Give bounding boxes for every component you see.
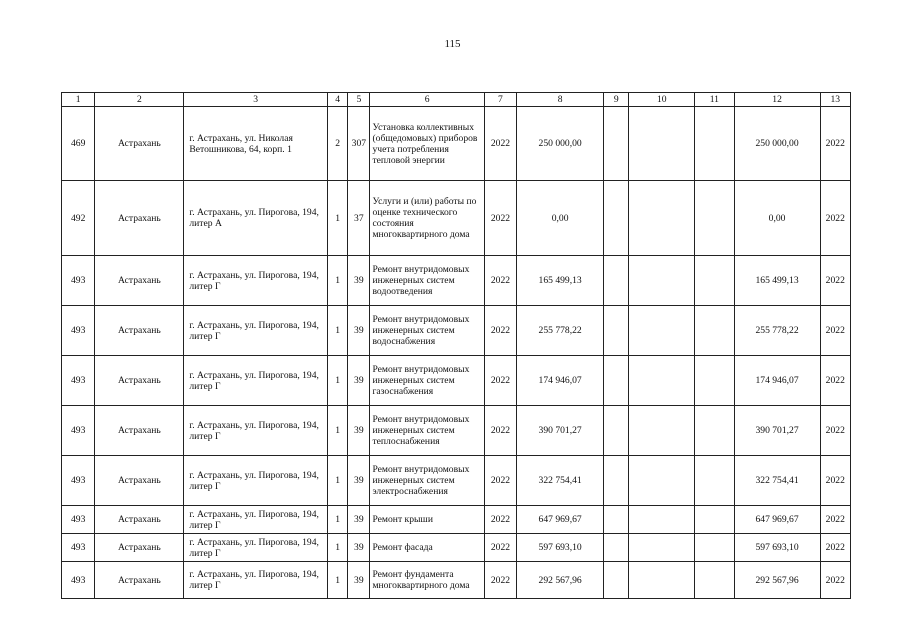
amount-cell: 174 946,07 (517, 356, 604, 406)
year-cell: 2022 (484, 534, 516, 562)
year-cell: 2022 (484, 562, 516, 599)
total-cell: 0,00 (734, 181, 820, 256)
amount-cell: 322 754,41 (517, 456, 604, 506)
row-number: 493 (62, 506, 95, 534)
end-year-cell: 2022 (820, 356, 850, 406)
table-row (62, 107, 851, 181)
col11-cell (695, 562, 734, 599)
end-year-cell: 2022 (820, 181, 850, 256)
col11-cell (695, 306, 734, 356)
total-cell: 165 499,13 (734, 256, 820, 306)
col4-cell: 1 (328, 181, 348, 256)
city-cell: Астрахань (95, 107, 184, 181)
city-cell: Астрахань (95, 406, 184, 456)
column-header: 5 (348, 93, 370, 107)
row-number: 493 (62, 534, 95, 562)
end-year-cell: 2022 (820, 506, 850, 534)
total-cell: 292 567,96 (734, 562, 820, 599)
amount-cell: 250 000,00 (517, 107, 604, 181)
amount-cell: 292 567,96 (517, 562, 604, 599)
column-header: 4 (328, 93, 348, 107)
total-cell: 255 778,22 (734, 306, 820, 356)
table-row (62, 356, 851, 406)
col11-cell (695, 534, 734, 562)
table-row (62, 562, 851, 599)
address-cell: г. Астрахань, ул. Пирогова, 194, литер Г (184, 406, 328, 456)
amount-cell: 597 693,10 (517, 534, 604, 562)
total-cell: 390 701,27 (734, 406, 820, 456)
col10-cell (629, 562, 695, 599)
column-header: 1 (62, 93, 95, 107)
row-number: 492 (62, 181, 95, 256)
end-year-cell: 2022 (820, 406, 850, 456)
col11-cell (695, 356, 734, 406)
col4-cell: 1 (328, 406, 348, 456)
end-year-cell: 2022 (820, 306, 850, 356)
table-row (62, 181, 851, 256)
total-cell: 250 000,00 (734, 107, 820, 181)
work-type-cell: Ремонт фундамента многоквартирного дома (370, 562, 484, 599)
year-cell: 2022 (484, 181, 516, 256)
row-number: 493 (62, 406, 95, 456)
col9-cell (604, 534, 629, 562)
year-cell: 2022 (484, 107, 516, 181)
work-type-cell: Ремонт фасада (370, 534, 484, 562)
col5-cell: 39 (348, 456, 370, 506)
column-header: 7 (484, 93, 516, 107)
col4-cell: 1 (328, 456, 348, 506)
col5-cell: 307 (348, 107, 370, 181)
col10-cell (629, 406, 695, 456)
year-cell: 2022 (484, 356, 516, 406)
register-table (61, 92, 851, 599)
column-header: 12 (734, 93, 820, 107)
col10-cell (629, 456, 695, 506)
row-number: 469 (62, 107, 95, 181)
col9-cell (604, 181, 629, 256)
col5-cell: 39 (348, 406, 370, 456)
row-number: 493 (62, 562, 95, 599)
column-header: 13 (820, 93, 850, 107)
column-header: 11 (695, 93, 734, 107)
col9-cell (604, 256, 629, 306)
col11-cell (695, 506, 734, 534)
amount-cell: 647 969,67 (517, 506, 604, 534)
table-row (62, 456, 851, 506)
city-cell: Астрахань (95, 181, 184, 256)
year-cell: 2022 (484, 506, 516, 534)
work-type-cell: Ремонт внутридомовых инженерных систем водоснабжения (370, 306, 484, 356)
col11-cell (695, 406, 734, 456)
column-header: 6 (370, 93, 484, 107)
address-cell: г. Астрахань, ул. Николая Ветошникова, 64, корп. 1 (184, 107, 328, 181)
year-cell: 2022 (484, 256, 516, 306)
col9-cell (604, 562, 629, 599)
col9-cell (604, 456, 629, 506)
amount-cell: 0,00 (517, 181, 604, 256)
col10-cell (629, 107, 695, 181)
total-cell: 174 946,07 (734, 356, 820, 406)
col10-cell (629, 356, 695, 406)
col5-cell: 39 (348, 534, 370, 562)
end-year-cell: 2022 (820, 107, 850, 181)
end-year-cell: 2022 (820, 256, 850, 306)
address-cell: г. Астрахань, ул. Пирогова, 194, литер А (184, 181, 328, 256)
col11-cell (695, 456, 734, 506)
table-row (62, 306, 851, 356)
amount-cell: 255 778,22 (517, 306, 604, 356)
total-cell: 322 754,41 (734, 456, 820, 506)
end-year-cell: 2022 (820, 534, 850, 562)
col4-cell: 1 (328, 356, 348, 406)
column-header: 9 (604, 93, 629, 107)
work-type-cell: Услуги и (или) работы по оценке технического состояния многоквартирного дома (370, 181, 484, 256)
col9-cell (604, 406, 629, 456)
amount-cell: 390 701,27 (517, 406, 604, 456)
amount-cell: 165 499,13 (517, 256, 604, 306)
end-year-cell: 2022 (820, 456, 850, 506)
table-row (62, 256, 851, 306)
total-cell: 647 969,67 (734, 506, 820, 534)
col4-cell: 1 (328, 506, 348, 534)
address-cell: г. Астрахань, ул. Пирогова, 194, литер Г (184, 306, 328, 356)
col9-cell (604, 506, 629, 534)
address-cell: г. Астрахань, ул. Пирогова, 194, литер Г (184, 256, 328, 306)
address-cell: г. Астрахань, ул. Пирогова, 194, литер Г (184, 562, 328, 599)
address-cell: г. Астрахань, ул. Пирогова, 194, литер Г (184, 456, 328, 506)
row-number: 493 (62, 356, 95, 406)
col5-cell: 39 (348, 306, 370, 356)
col9-cell (604, 107, 629, 181)
col4-cell: 1 (328, 534, 348, 562)
work-type-cell: Ремонт крыши (370, 506, 484, 534)
table-row (62, 406, 851, 456)
address-cell: г. Астрахань, ул. Пирогова, 194, литер Г (184, 506, 328, 534)
column-header: 10 (629, 93, 695, 107)
col10-cell (629, 506, 695, 534)
column-header: 2 (95, 93, 184, 107)
col10-cell (629, 534, 695, 562)
col10-cell (629, 306, 695, 356)
row-number: 493 (62, 456, 95, 506)
col10-cell (629, 181, 695, 256)
work-type-cell: Ремонт внутридомовых инженерных систем водоотведения (370, 256, 484, 306)
col5-cell: 39 (348, 562, 370, 599)
header-row (62, 93, 851, 107)
address-cell: г. Астрахань, ул. Пирогова, 194, литер Г (184, 356, 328, 406)
address-cell: г. Астрахань, ул. Пирогова, 194, литер Г (184, 534, 328, 562)
col5-cell: 37 (348, 181, 370, 256)
col10-cell (629, 256, 695, 306)
year-cell: 2022 (484, 406, 516, 456)
table-row (62, 534, 851, 562)
col5-cell: 39 (348, 506, 370, 534)
col9-cell (604, 356, 629, 406)
col5-cell: 39 (348, 256, 370, 306)
city-cell: Астрахань (95, 562, 184, 599)
col11-cell (695, 181, 734, 256)
col4-cell: 2 (328, 107, 348, 181)
page-number: 115 (444, 38, 461, 50)
city-cell: Астрахань (95, 456, 184, 506)
end-year-cell: 2022 (820, 562, 850, 599)
total-cell: 597 693,10 (734, 534, 820, 562)
city-cell: Астрахань (95, 534, 184, 562)
col4-cell: 1 (328, 306, 348, 356)
column-header: 3 (184, 93, 328, 107)
city-cell: Астрахань (95, 506, 184, 534)
city-cell: Астрахань (95, 306, 184, 356)
col11-cell (695, 107, 734, 181)
year-cell: 2022 (484, 306, 516, 356)
column-header: 8 (517, 93, 604, 107)
col9-cell (604, 306, 629, 356)
col4-cell: 1 (328, 562, 348, 599)
col4-cell: 1 (328, 256, 348, 306)
city-cell: Астрахань (95, 256, 184, 306)
col11-cell (695, 256, 734, 306)
row-number: 493 (62, 306, 95, 356)
work-type-cell: Ремонт внутридомовых инженерных систем газоснабжения (370, 356, 484, 406)
work-type-cell: Установка коллективных (общедомовых) приборов учета потребления тепловой энергии (370, 107, 484, 181)
year-cell: 2022 (484, 456, 516, 506)
work-type-cell: Ремонт внутридомовых инженерных систем теплоснабжения (370, 406, 484, 456)
work-type-cell: Ремонт внутридомовых инженерных систем электроснабжения (370, 456, 484, 506)
table-row (62, 506, 851, 534)
row-number: 493 (62, 256, 95, 306)
city-cell: Астрахань (95, 356, 184, 406)
col5-cell: 39 (348, 356, 370, 406)
